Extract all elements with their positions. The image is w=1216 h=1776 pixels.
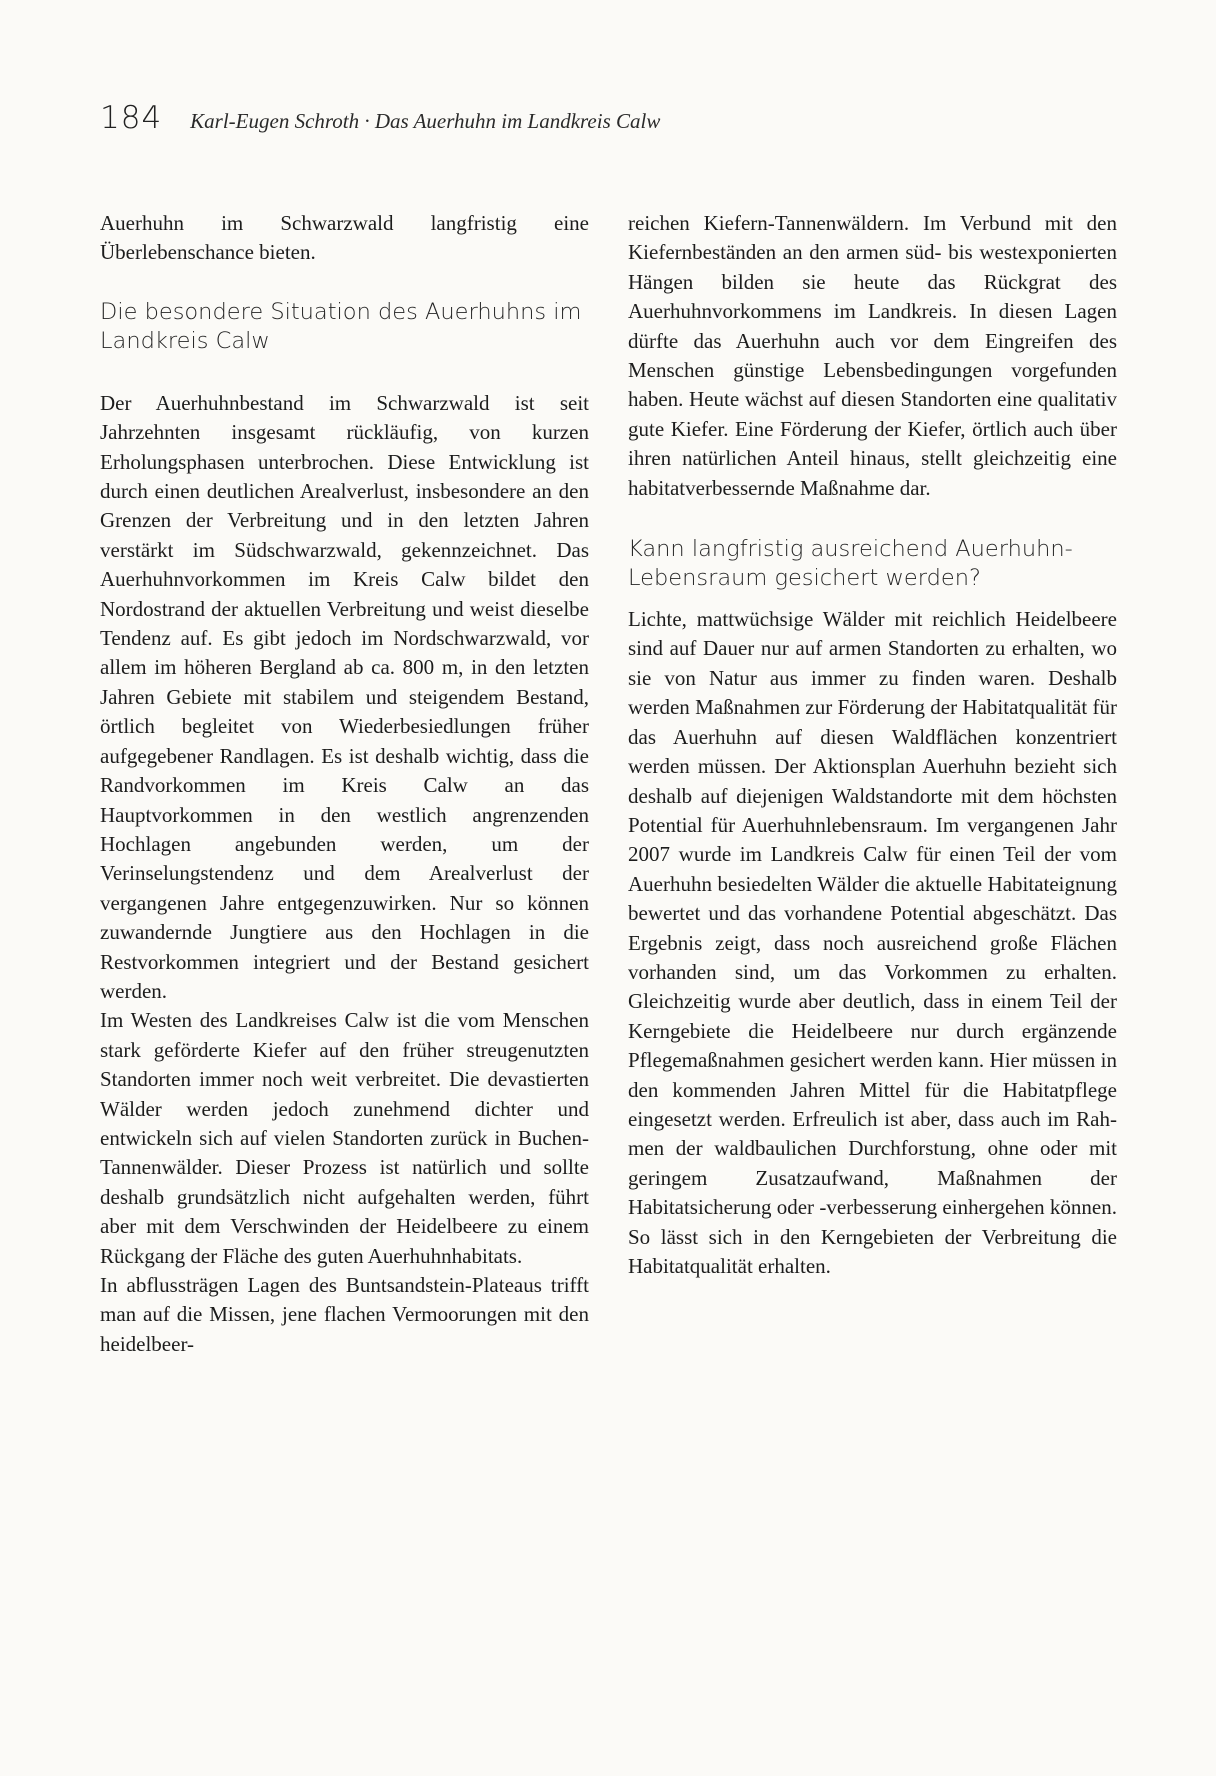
left-column — [100, 209, 589, 1359]
body-paragraph: In abflussträgen Lagen des Buntsandstein-Plateaus trifft man auf die Missen, jene flachen Vermoorungen mit den heidelbeer- — [100, 1273, 589, 1356]
right-column — [628, 209, 1117, 1281]
body-paragraph: Lichte, mattwüchsige Wälder mit reichlich Heidelbeere sind auf Dauer nur auf armen Standorten zu erhalten, wo sie von Natur aus immer zu finden waren. Deshalb werden Maßnahmen zur Förderung der Habitatqualität für das Auerhuhn auf diesen Waldflächen konzentriert werden müssen. Der Aktionsplan Auerhuhn bezieht sich deshalb auf diejenigen Waldstandorte mit dem höchsten Potential für Auerhuhnlebensraum. Im vergangenen Jahr 2007 wurde im Landkreis Calw für einen Teil der vom Auerhuhn besiedelten Wälder die aktuelle Habitateignung bewertet und das vorhandene Potential abgeschätzt. Das Ergebnis zeigt, dass noch ausreichend große Flächen vorhanden sind, um das Vorkommen zu erhalten. Gleichzeitig wurde aber deutlich, dass in einem Teil der Kerngebiete die Heidelbeere nur durch ergänzende Pflegemaßnahmen gesichert werden kann. Hier müssen in den kommenden Jahren Mittel für die Habitatpflege eingesetzt werden. Erfreulich ist aber, dass auch im Rahmen der waldbaulichen Durchforstung, ohne oder mit geringem Zusatzaufwand, Maßnahmen der Habitatsicherung oder -verbesserung einhergehen können. So lässt sich in den Kerngebieten der Verbreitung die Habitatqualität erhalten. — [628, 607, 1117, 1278]
page-header — [100, 100, 660, 136]
section-heading-habitat: Kann langfristig ausreichend Auerhuhn-Lebensraum gesichert werden? — [628, 536, 1073, 592]
intro-paragraph: Auerhuhn im Schwarzwald langfristig eine Überlebenschance bieten. — [100, 211, 589, 265]
body-paragraph: Im Westen des Landkreises Calw ist die vom Menschen stark geförderte Kiefer auf den früher streugenutzten Standorten immer noch weit verbreitet. Die devastierten Wälder werden jedoch zunehmend dichter und entwickeln sich auf vielen Standorten zurück in Buchen-Tannenwälder. Dieser Prozess ist natürlich und sollte deshalb grundsätzlich nicht aufgehalten werden, führt aber mit dem Verschwinden der Heidelbeere zu einem Rückgang der Fläche des guten Auerhuhnhabitats. — [100, 1008, 589, 1268]
page-number: 184 — [100, 100, 163, 136]
body-paragraph: reichen Kiefern-Tannenwäldern. Im Verbund mit den Kiefernbeständen an den armen süd- bis westexponierten Hängen bilden sie heute das Rückgrat des Auerhuhnvorkommens im Landkreis. In diesen Lagen dürfte das Auerhuhn auch vor dem Eingreifen des Menschen günstige Lebensbedingungen vorgefunden haben. Heute wächst auf diesen Standorten eine qualitativ gute Kiefer. Eine Förderung der Kiefer, örtlich auch über ihren natürlichen Anteil hinaus, stellt gleichzeitig eine habitatverbessernde Maßnahme dar. — [628, 211, 1117, 500]
section-heading-situation: Die besondere Situation des Auerhuhns im Landkreis Calw — [100, 298, 582, 354]
running-title: Karl-Eugen Schroth · Das Auerhuhn im Landkreis Calw — [190, 109, 661, 133]
body-paragraph: Der Auerhuhnbestand im Schwarzwald ist seit Jahrzehnten insgesamt rückläufig, von kurzen Erholungsphasen unterbrochen. Diese Entwicklung ist durch einen deutlichen Arealverlust, insbesondere an den Grenzen der Verbreitung und in den letzten Jahren verstärkt im Südschwarzwald, gekennzeichnet. Das Auerhuhnvorkommen im Kreis Calw bildet den Nordostrand der aktuellen Verbreitung und weist dieselbe Tendenz auf. Es gibt jedoch im Nordschwarzwald, vor allem im höheren Bergland ab ca. 800 m, in den letzten Jahren Gebiete mit stabilem und steigendem Bestand, örtlich begleitet von Wiederbesiedlungen früher aufgegebener Randlagen. Es ist deshalb wichtig, dass die Randvorkommen im Kreis Calw an das Hauptvorkommen in den westlich angrenzenden Hochlagen angebunden werden, um der Verinselungstendenz und dem Arealverlust der vergangenen Jahre entgegenzuwirken. Nur so können zuwandernde Jungtiere aus den Hochlagen in die Restvorkommen integriert und der Bestand gesichert werden. — [100, 390, 589, 1003]
